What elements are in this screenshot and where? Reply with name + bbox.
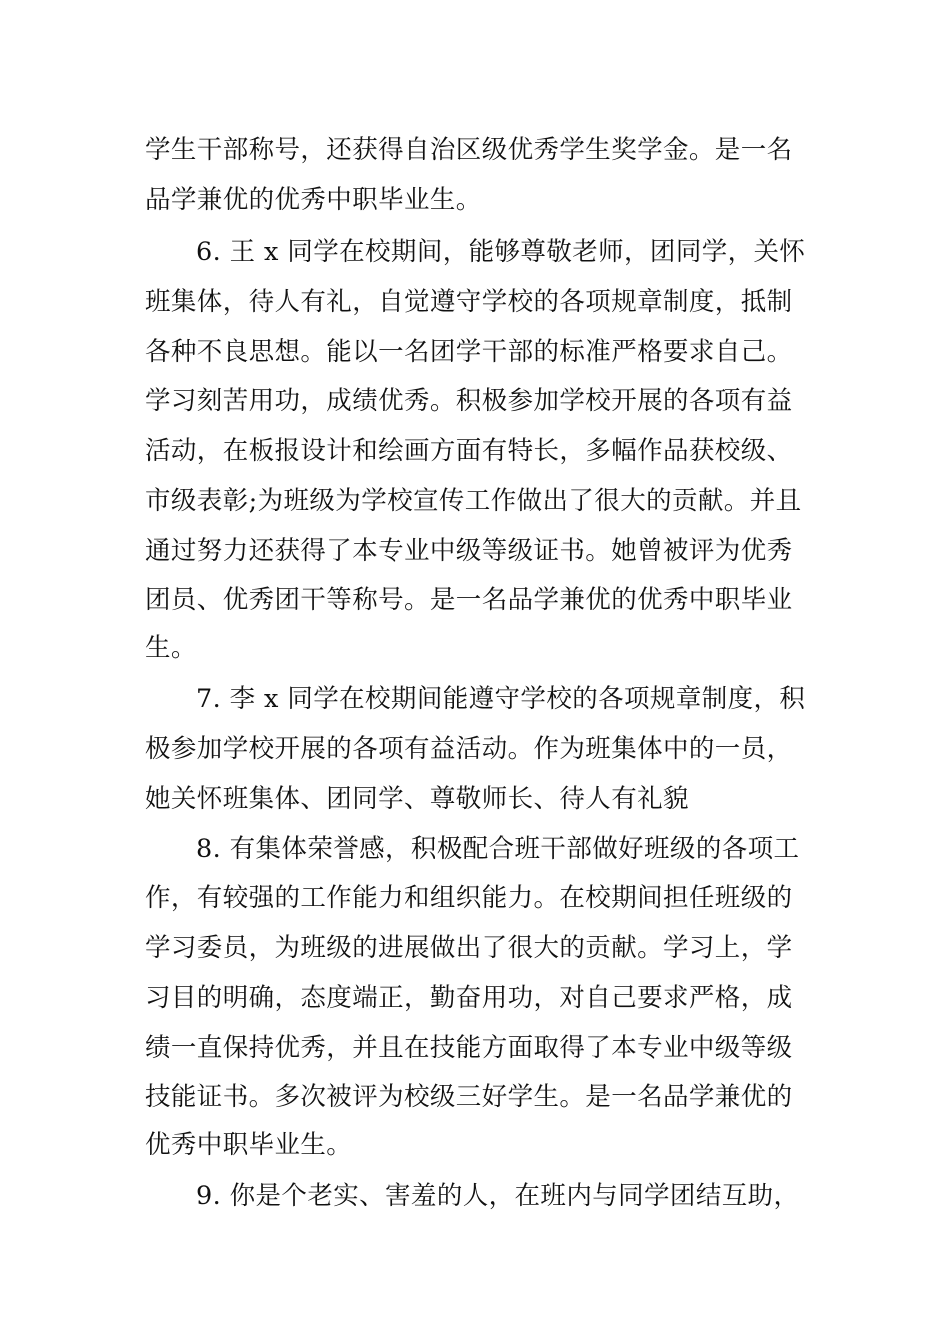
text-line: 学生干部称号，还获得自治区级优秀学生奖学金。是一名 [145,135,793,165]
text-line: 9. 你是个老实、害羞的人，在班内与同学团结互助， [196,1181,800,1211]
text-line: 作，有较强的工作能力和组织能力。在校期间担任班级的 [145,883,793,913]
text-line: 生。 [145,633,197,663]
text-line: 各种不良思想。能以一名团学干部的标准严格要求自己。 [145,337,793,367]
text-line: 活动，在板报设计和绘画方面有特长，多幅作品获校级、 [145,436,793,466]
text-line: 品学兼优的优秀中职毕业生。 [145,185,482,215]
text-line: 极参加学校开展的各项有益活动。作为班集体中的一员， [145,734,793,764]
text-line: 7. 李 x 同学在校期间能遵守学校的各项规章制度，积 [196,684,806,714]
text-line: 优秀中职毕业生。 [145,1130,353,1160]
text-line: 通过努力还获得了本专业中级等级证书。她曾被评为优秀 [145,536,793,566]
text-line: 班集体，待人有礼，自觉遵守学校的各项规章制度，抵制 [145,287,793,317]
text-line: 技能证书。多次被评为校级三好学生。是一名品学兼优的 [145,1082,793,1112]
text-line: 她关怀班集体、团同学、尊敬师长、待人有礼貌 [145,784,689,814]
text-line: 学习委员，为班级的进展做出了很大的贡献。学习上，学 [145,933,793,963]
text-line: 市级表彰;为班级为学校宣传工作做出了很大的贡献。并且 [145,486,802,516]
text-line: 6. 王 x 同学在校期间，能够尊敬老师，团同学，关怀 [196,237,806,267]
text-line: 团员、优秀团干等称号。是一名品学兼优的优秀中职毕业 [145,585,793,615]
text-line: 学习刻苦用功，成绩优秀。积极参加学校开展的各项有益 [145,386,793,416]
text-line: 习目的明确，态度端正，勤奋用功，对自己要求严格，成 [145,983,793,1013]
text-line: 绩一直保持优秀，并且在技能方面取得了本专业中级等级 [145,1033,793,1063]
text-line: 8. 有集体荣誉感，积极配合班干部做好班级的各项工 [196,834,800,864]
